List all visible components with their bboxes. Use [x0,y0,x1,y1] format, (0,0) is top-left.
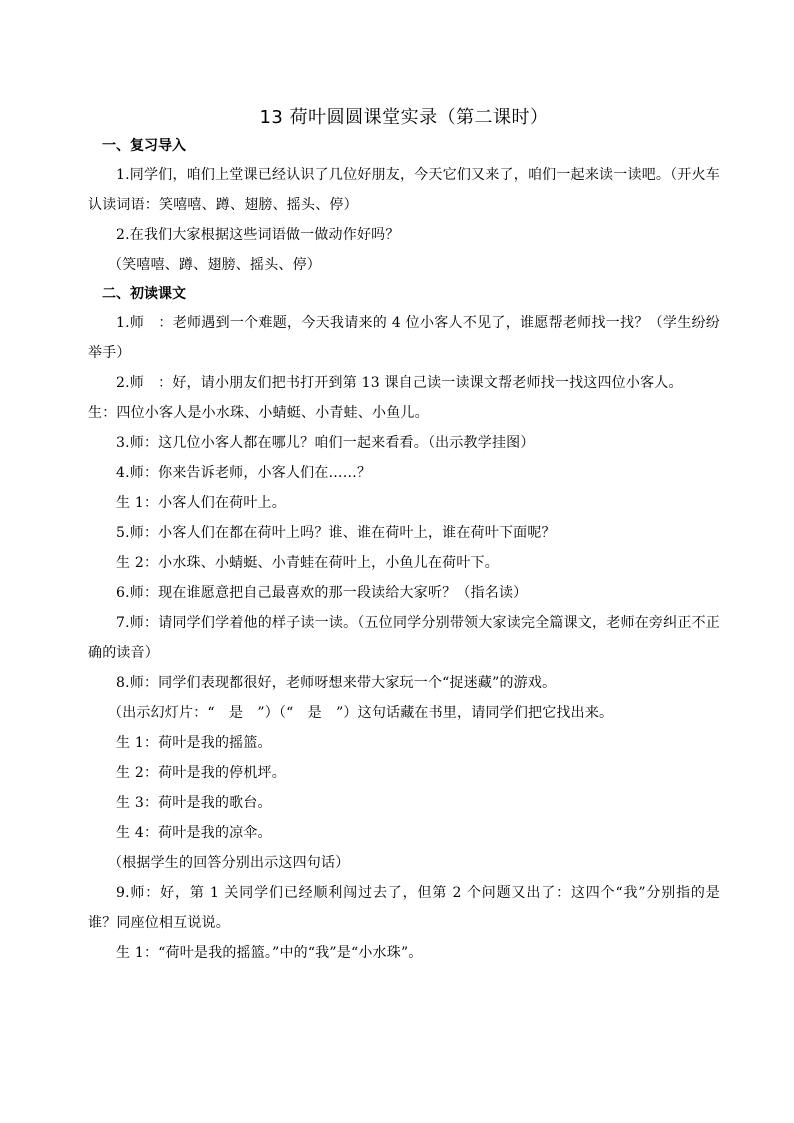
paragraph: 1.同学们，咱们上堂课已经认识了几位好朋友，今天它们又来了，咱们一起来读一读吧。（开火车认读词语：笑嘻嘻、蹲、翅膀、摇头、停） [88,167,720,213]
paragraph: 3.师：这几位小客人都在哪儿？咱们一起来看看。（出示教学挂图） [116,435,535,451]
paragraph: 1.师 ：老师遇到一个难题，今天我请来的 4 位小客人不见了，谁愿帮老师找一找？（学生纷纷举手） [88,315,720,361]
section-heading-first-reading: 二、初读课文 [102,286,186,302]
paragraph: （根据学生的回答分别出示这四句话） [108,855,350,871]
paragraph: （出示幻灯片：“ 是 ”）（“ 是 ”）这句话藏在书里，请同学们把它找出来。 [108,705,614,721]
paragraph: （笑嘻嘻、蹲、翅膀、摇头、停） [108,257,321,273]
paragraph: 6.师：现在谁愿意把自己最喜欢的那一段读给大家听？（指名读） [116,585,528,601]
paragraph: 生 1：“荷叶是我的摇篮。”中的“我”是“小水珠”。 [116,945,423,961]
paragraph: 7.师：请同学们学着他的样子读一读。（五位同学分别带领大家读完全篇课文，老师在旁纠正不正确的读音） [88,615,720,661]
paragraph: 生 2：荷叶是我的停机坪。 [116,765,286,781]
paragraph: 9.师：好，第 1 关同学们已经顺利闯过去了，但第 2 个问题又出了：这四个“我”分别指的是谁？同座位相互说说。 [88,885,720,931]
paragraph: 8.师：同学们表现都很好，老师呀想来带大家玩一个“捉迷藏”的游戏。 [116,675,557,691]
paragraph: 生 2：小水珠、小蜻蜓、小青蛙在荷叶上，小鱼儿在荷叶下。 [116,555,499,571]
document-title: 13 荷叶圆圆课堂实录（第二课时） [259,107,549,128]
paragraph: 生 1：小客人们在荷叶上。 [116,495,286,511]
paragraph: 2.师 ：好，请小朋友们把书打开到第 13 课自己读一读课文帮老师找一找这四位小客人。 [116,375,683,391]
section-heading-review: 一、复习导入 [102,138,186,154]
paragraph: 2.在我们大家根据这些词语做一做动作好吗？ [116,227,400,243]
paragraph: 生 4：荷叶是我的凉伞。 [116,825,272,841]
paragraph: 5.师：小客人们在都在荷叶上吗？谁、谁在荷叶上，谁在荷叶下面呢？ [116,525,556,541]
paragraph: 生 1：荷叶是我的摇篮。 [116,735,272,751]
paragraph: 生：四位小客人是小水珠、小蜻蜓、小青蛙、小鱼儿。 [88,405,429,421]
paragraph: 生 3：荷叶是我的歌台。 [116,795,272,811]
document-body [88,104,720,968]
paragraph: 4.师：你来告诉老师，小客人们在……？ [116,465,372,481]
